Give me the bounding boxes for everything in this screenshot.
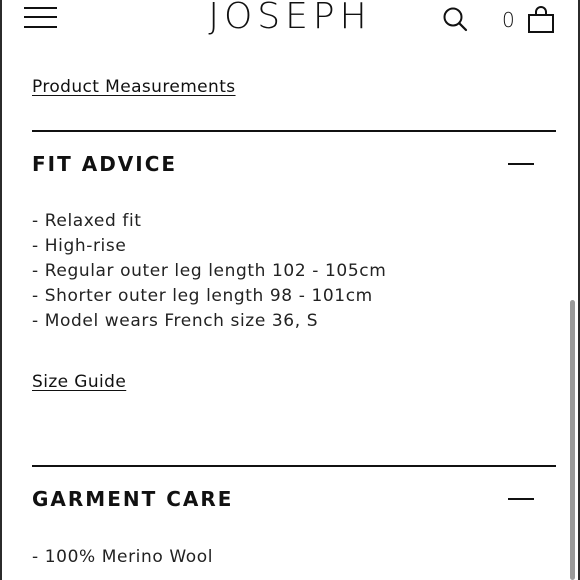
size-guide-link[interactable]: Size Guide xyxy=(32,372,127,392)
bag-count[interactable]: 0 xyxy=(502,8,515,32)
list-item: - Relaxed fit xyxy=(32,211,142,231)
list-item: - Regular outer leg length 102 - 105cm xyxy=(32,261,387,281)
site-header xyxy=(0,0,580,40)
product-measurements-link[interactable]: Product Measurements xyxy=(32,77,236,97)
section-divider xyxy=(32,130,556,132)
section-divider xyxy=(32,465,556,467)
list-item: - 100% Merino Wool xyxy=(32,547,214,567)
list-item: - Model wears French size 36, S xyxy=(32,311,319,331)
list-item: - Shorter outer leg length 98 - 101cm xyxy=(32,286,373,306)
minus-icon[interactable] xyxy=(508,163,534,165)
menu-icon[interactable] xyxy=(24,5,57,31)
fit-advice-list xyxy=(32,209,386,334)
brand-logo[interactable]: JOSEPH xyxy=(208,0,372,37)
search-icon[interactable] xyxy=(442,6,468,32)
garment-care-list xyxy=(32,545,213,570)
window-border-left xyxy=(0,0,2,580)
list-item: - High-rise xyxy=(32,236,127,256)
garment-care-heading[interactable]: GARMENT CARE xyxy=(32,487,234,511)
fit-advice-heading[interactable]: FIT ADVICE xyxy=(32,152,178,176)
scrollbar-thumb[interactable] xyxy=(570,300,575,580)
fit-advice-toggle[interactable] xyxy=(500,152,542,176)
garment-care-toggle[interactable] xyxy=(500,487,542,511)
shopping-bag-icon[interactable] xyxy=(527,5,555,35)
minus-icon[interactable] xyxy=(508,498,534,500)
